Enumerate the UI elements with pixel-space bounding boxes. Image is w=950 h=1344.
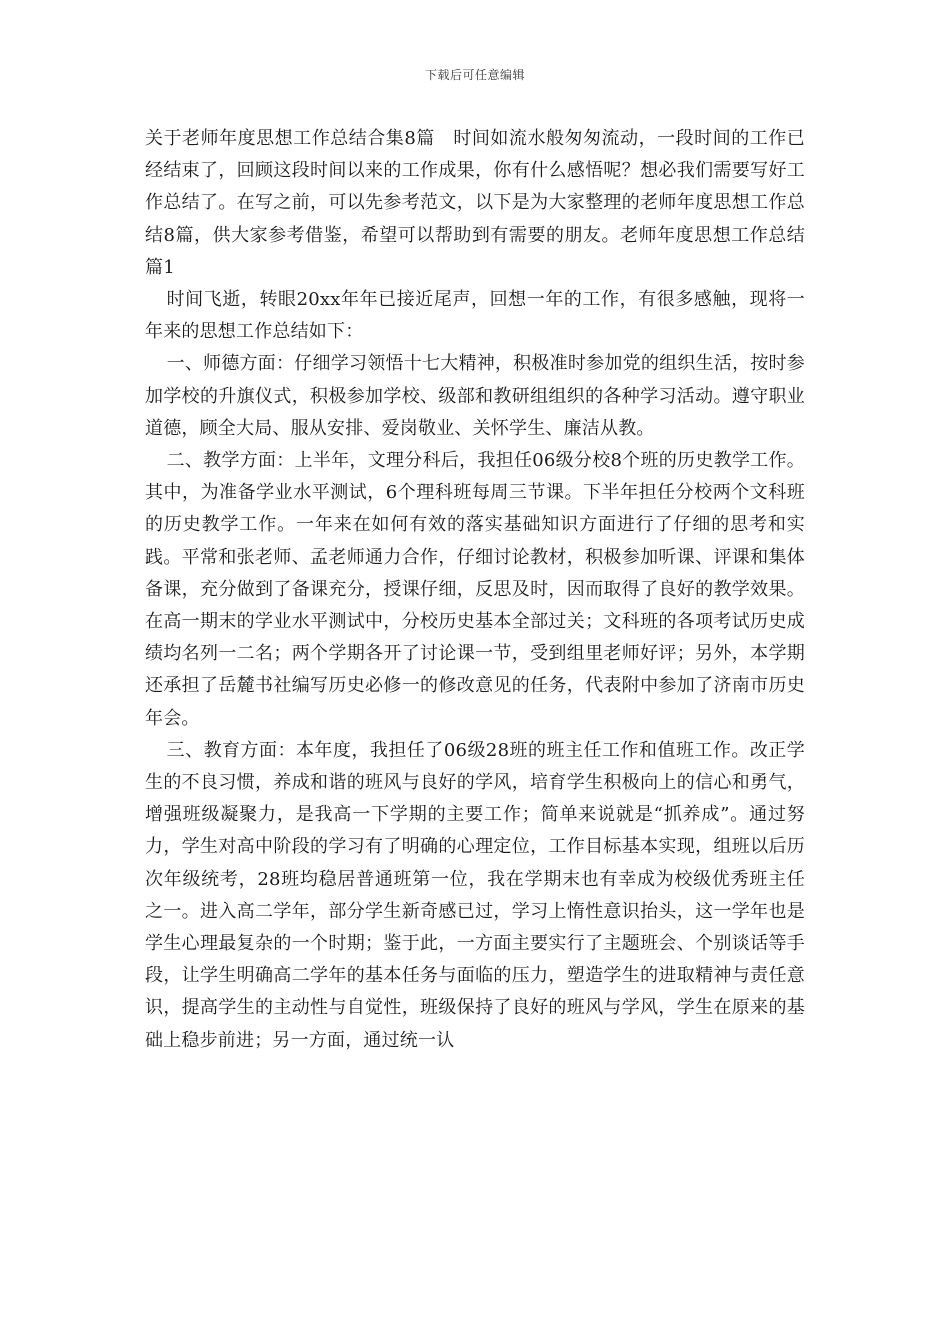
section-education-paragraph: 三、教育方面：本年度，我担任了06级28班的班主任工作和值班工作。改正学生的不良习惯，养成和谐的班风与良好的学风，培育学生积极向上的信心和勇气，增强班级凝聚力，是我高一下学期的主要工作；简单来说就是“抓养成”。通过努力，学生对高中阶段的学习有了明确的心理定位，工作目标基本实现，组班以后历次年级统考，28班均稳居普通班第一位，我在学期末也有幸成为校级优秀班主任之一。进入高二学年，部分学生新奇感已过，学习上惰性意识抬头，这一学年也是学生心理最复杂的一个时期；鉴于此，一方面主要实行了主题班会、个别谈话等手段，让学生明确高二学年的基本任务与面临的压力，塑造学生的进取精神与责任意识，提高学生的主动性与自觉性，班级保持了良好的班风与学风，学生在原来的基础上稳步前进；另一方面，通过统一认 [145, 739, 805, 1051]
page-header: 下载后可任意编辑 [424, 68, 525, 82]
document-body [145, 123, 805, 1057]
section-teaching-paragraph: 二、教学方面：上半年，文理分科后，我担任06级分校8个班的历史教学工作。其中，为准备学业水平测试，6个理科班每周三节课。下半年担任分校两个文科班的历史教学工作。一年来在如何有效的落实基础知识方面进行了仔细的思考和实践。平常和张老师、孟老师通力合作，仔细讨论教材，积极参加听课、评课和集体备课，充分做到了备课充分，授课仔细，反思及时，因而取得了良好的教学效果。在高一期末的学业水平测试中，分校历史基本全部过关；文科班的各项考试历史成绩均名列一二名；两个学期各开了讨论课一节，受到组里老师好评；另外，本学期还承担了岳麓书社编写历史必修一的修改意见的任务，代表附中参加了济南市历史年会。 [145, 450, 805, 729]
section-ethics-paragraph: 一、师德方面：仔细学习领悟十七大精神，积极准时参加党的组织生活，按时参加学校的升旗仪式，积极参加学校、级部和教研组组织的各种学习活动。遵守职业道德，顾全大局、服从安排、爱岗敬业、关怀学生、廉洁从教。 [145, 353, 805, 439]
intro-paragraph: 关于老师年度思想工作总结合集8篇 时间如流水般匆匆流动，一段时间的工作已经结束了，回顾这段时间以来的工作成果，你有什么感悟呢？想必我们需要写好工作总结了。在写之前，可以先参考范文，以下是为大家整理的老师年度思想工作总结8篇，供大家参考借鉴，希望可以帮助到有需要的朋友。老师年度思想工作总结 篇1 [145, 128, 805, 278]
opening-paragraph: 时间飞逝，转眼20xx年年已接近尾声，回想一年的工作，有很多感触，现将一年来的思想工作总结如下： [145, 289, 805, 343]
